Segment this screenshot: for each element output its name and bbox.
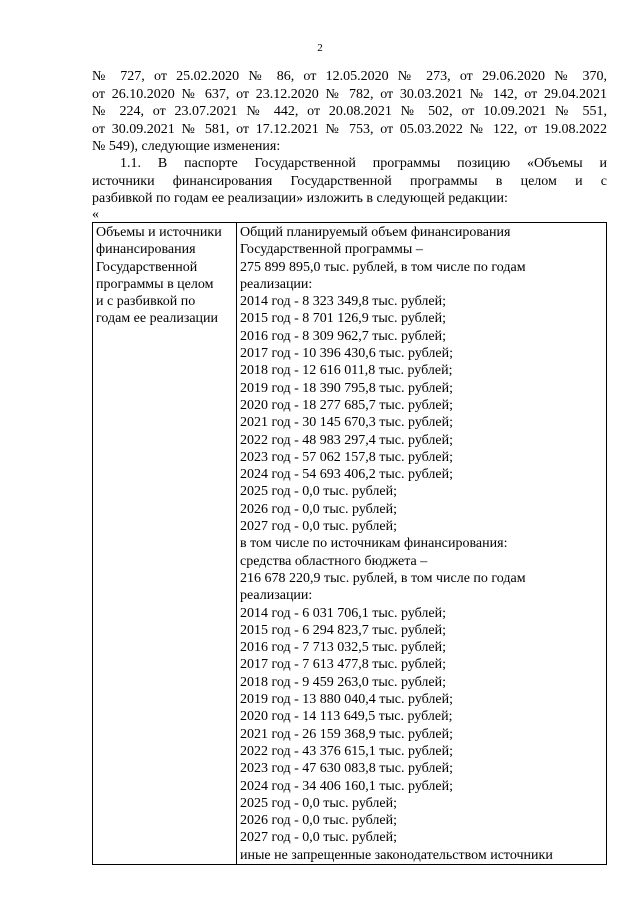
value-line: Государственной программы –: [240, 242, 423, 258]
page-number: 2: [317, 42, 323, 54]
value-line: Общий планируемый объем финансирования: [240, 225, 511, 240]
clause-line: 1.1. В паспорте Государственной программы позицию «Объемы и: [120, 156, 607, 171]
value-line: 2019 год - 13 880 040,4 тыс. рублей;: [240, 692, 454, 708]
value-line: в том числе по источникам финансирования:: [240, 536, 508, 552]
intro-line: от 30.09.2021 № 581, от 17.12.2021 № 753, от 05.03.2022 № 122, от 19.08.2022: [92, 121, 607, 137]
label-line: финансирования: [96, 242, 196, 258]
clause-line: источники финансирования Государственной программы в целом и с: [92, 173, 607, 189]
clause-paragraph: [92, 155, 607, 208]
value-line: 2020 год - 14 113 649,5 тыс. рублей;: [240, 709, 453, 725]
value-line: 2018 год - 12 616 011,8 тыс. рублей;: [240, 363, 453, 379]
value-line: 2025 год - 0,0 тыс. рублей;: [240, 484, 398, 500]
value-line: 2026 год - 0,0 тыс. рублей;: [240, 501, 398, 517]
label-line: годам ее реализации: [96, 311, 219, 327]
label-line: Государственной: [96, 259, 198, 275]
value-line: 2019 год - 18 390 795,8 тыс. рублей;: [240, 380, 454, 396]
label-line: программы в целом: [96, 276, 214, 292]
table-row: [93, 223, 607, 865]
value-line: 2017 год - 7 613 477,8 тыс. рублей;: [240, 657, 447, 673]
opening-quote-mark: «: [92, 207, 99, 222]
value-line: 2023 год - 47 630 083,8 тыс. рублей;: [240, 761, 454, 777]
value-line: 275 899 895,0 тыс. рублей, в том числе по годам: [240, 259, 526, 275]
intro-line: № 224, от 23.07.2021 № 442, от 20.08.2021 № 502, от 10.09.2021 № 551,: [92, 104, 607, 120]
intro-line: от 26.10.2020 № 637, от 23.12.2020 № 782, от 30.03.2021 № 142, от 29.04.2021: [92, 86, 607, 102]
value-line: 2016 год - 8 309 962,7 тыс. рублей;: [240, 328, 447, 344]
clause-line: разбивкой по годам ее реализации» изложить в следующей редакции:: [92, 191, 508, 207]
value-line: 2026 год - 0,0 тыс. рублей;: [240, 813, 398, 829]
intro-paragraph: [92, 68, 607, 156]
value-line: 2014 год - 8 323 349,8 тыс. рублей;: [240, 294, 447, 310]
program-funding-table: [92, 222, 607, 865]
table-value-cell: [237, 223, 607, 865]
value-line: 2014 год - 6 031 706,1 тыс. рублей;: [240, 605, 447, 621]
label-line: Объемы и источники: [96, 225, 222, 240]
value-line: 2025 год - 0,0 тыс. рублей;: [240, 795, 398, 811]
value-line: 2027 год - 0,0 тыс. рублей;: [240, 519, 398, 535]
value-line: 2023 год - 57 062 157,8 тыс. рублей;: [240, 449, 454, 465]
value-line: 216 678 220,9 тыс. рублей, в том числе по годам: [240, 570, 526, 586]
value-line: реализации:: [240, 588, 313, 604]
value-line: 2015 год - 6 294 823,7 тыс. рублей;: [240, 622, 447, 638]
table-label-cell: [93, 223, 237, 865]
value-line: 2024 год - 34 406 160,1 тыс. рублей;: [240, 778, 454, 794]
value-line: 2017 год - 10 396 430,6 тыс. рублей;: [240, 346, 454, 362]
value-line: 2015 год - 8 701 126,9 тыс. рублей;: [240, 311, 447, 327]
value-line: реализации:: [240, 276, 313, 292]
value-line: 2022 год - 43 376 615,1 тыс. рублей;: [240, 743, 454, 759]
label-line: и с разбивкой по: [96, 294, 196, 310]
value-line: средства областного бюджета –: [240, 553, 428, 569]
intro-line: № 549), следующие изменения:: [92, 139, 281, 155]
value-line: 2020 год - 18 277 685,7 тыс. рублей;: [240, 397, 454, 413]
value-line: 2016 год - 7 713 032,5 тыс. рублей;: [240, 640, 447, 656]
value-line: иные не запрещенные законодательством источники: [240, 847, 553, 863]
value-line: 2027 год - 0,0 тыс. рублей;: [240, 830, 398, 846]
value-line: 2024 год - 54 693 406,2 тыс. рублей;: [240, 467, 454, 483]
value-line: 2018 год - 9 459 263,0 тыс. рублей;: [240, 674, 447, 690]
intro-line: № 727, от 25.02.2020 № 86, от 12.05.2020 № 273, от 29.06.2020 № 370,: [92, 69, 607, 84]
value-line: 2021 год - 30 145 670,3 тыс. рублей;: [240, 415, 454, 431]
value-line: 2021 год - 26 159 368,9 тыс. рублей;: [240, 726, 454, 742]
value-line: 2022 год - 48 983 297,4 тыс. рублей;: [240, 432, 454, 448]
